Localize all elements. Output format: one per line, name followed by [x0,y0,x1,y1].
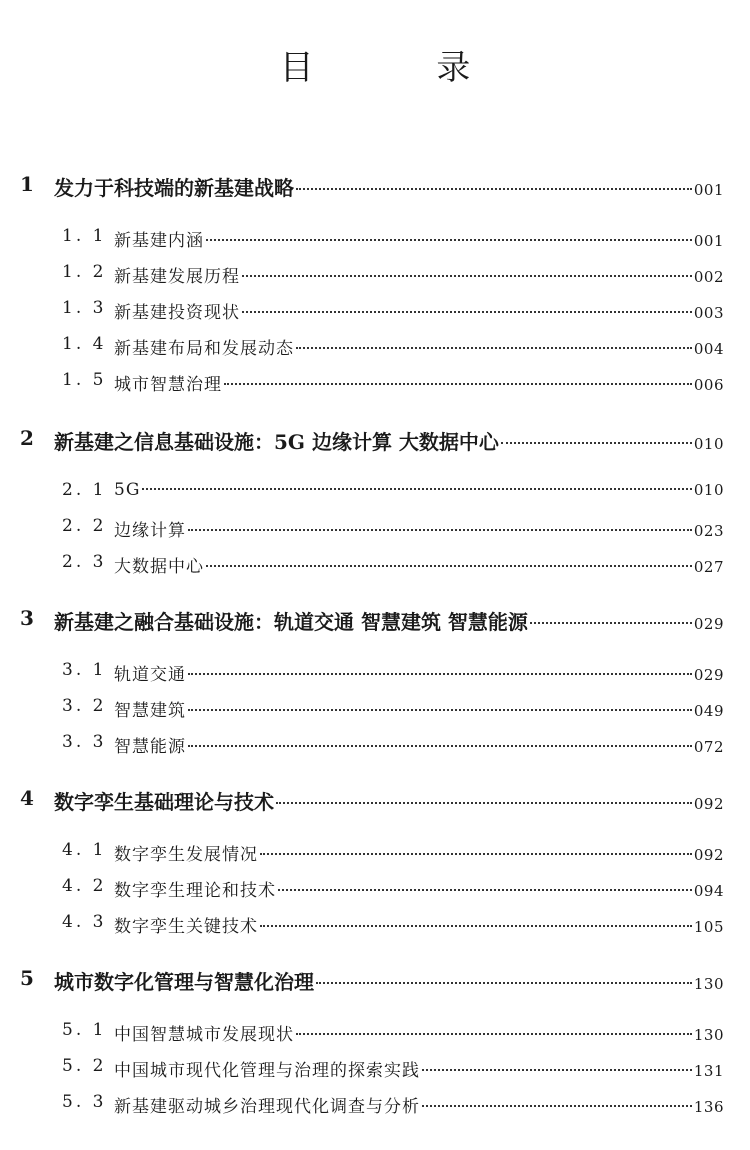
toc-chapter-2[interactable] [0,426,750,455]
page-number: 023 [693,522,724,540]
chapter-title: 新基建之融合基础设施：轨道交通 智慧建筑 智慧能源 [54,610,528,634]
section-number: 1. 2 [62,262,107,282]
toc-section-1-4[interactable] [0,334,750,359]
page-number: 072 [693,738,724,756]
toc-section-3-3[interactable] [0,732,750,757]
page-number: 001 [693,181,724,199]
page-number: 049 [693,702,724,720]
page-number: 136 [693,1098,724,1116]
section-number: 2. 1 [62,480,107,500]
page-number: 130 [693,975,724,993]
chapter-number: 3 [20,606,34,630]
dot-leader [276,802,692,804]
section-number: 2. 3 [62,552,107,572]
section-title: 中国智慧城市发展现状 [114,1025,294,1045]
toc-section-2-1[interactable] [0,480,750,500]
dot-leader [188,673,692,675]
toc-chapter-5[interactable] [0,966,750,995]
section-title: 智慧建筑 [114,701,186,721]
toc-section-5-3[interactable] [0,1092,750,1117]
section-number: 4. 3 [62,912,107,932]
section-title: 中国城市现代化管理与治理的探索实践 [114,1061,420,1081]
page-number: 105 [693,918,724,936]
section-title: 数字孪生理论和技术 [114,881,276,901]
page-number: 029 [693,666,724,684]
dot-leader [296,1033,692,1035]
dot-leader [242,311,692,313]
section-number: 5. 1 [62,1020,107,1040]
page-number: 001 [693,232,724,250]
chapter-number: 4 [20,786,34,810]
section-title: 智慧能源 [114,737,186,757]
dot-leader [188,709,692,711]
chapter-number: 5 [20,966,34,990]
section-number: 4. 2 [62,876,107,896]
dot-leader [206,239,692,241]
chapter-title: 新基建之信息基础设施：5G 边缘计算 大数据中心 [54,430,499,454]
toc-section-1-1[interactable] [0,226,750,251]
toc-section-5-2[interactable] [0,1056,750,1081]
section-title: 新基建内涵 [114,231,204,251]
toc-section-1-2[interactable] [0,262,750,287]
chapter-title: 发力于科技端的新基建战略 [54,176,294,200]
dot-leader [188,745,692,747]
dot-leader [188,529,692,531]
dot-leader [260,853,692,855]
toc-section-1-3[interactable] [0,298,750,323]
section-number: 3. 2 [62,696,107,716]
page-number: 006 [693,376,724,394]
toc-chapter-1[interactable] [0,172,750,201]
section-number: 1. 3 [62,298,107,318]
section-number: 3. 1 [62,660,107,680]
section-title: 新基建发展历程 [114,267,240,287]
page-number: 027 [693,558,724,576]
dot-leader [260,925,692,927]
toc-section-1-5[interactable] [0,370,750,395]
toc-section-5-1[interactable] [0,1020,750,1045]
section-title: 边缘计算 [114,521,186,541]
section-number: 2. 2 [62,516,107,536]
chapter-title: 数字孪生基础理论与技术 [54,790,274,814]
section-number: 1. 1 [62,226,107,246]
dot-leader [296,347,692,349]
dot-leader [296,188,692,190]
dot-leader [530,622,692,624]
page-number: 010 [693,435,724,453]
dot-leader [422,1069,692,1071]
section-number: 5. 3 [62,1092,107,1112]
section-title: 城市智慧治理 [114,375,222,395]
dot-leader [278,889,692,891]
page-number: 029 [693,615,724,633]
section-title: 数字孪生发展情况 [114,845,258,865]
section-title: 轨道交通 [114,665,186,685]
dot-leader [142,488,691,490]
section-title: 5G [114,480,141,500]
page-number: 003 [693,304,724,322]
chapter-title: 城市数字化管理与智慧化治理 [54,970,314,994]
section-title: 新基建投资现状 [114,303,240,323]
page-number: 131 [693,1062,724,1080]
section-title: 大数据中心 [114,557,204,577]
section-number: 5. 2 [62,1056,107,1076]
section-title: 新基建驱动城乡治理现代化调查与分析 [114,1097,420,1117]
section-number: 3. 3 [62,732,107,752]
page-number: 092 [693,846,724,864]
toc-section-4-1[interactable] [0,840,750,865]
section-title: 数字孪生关键技术 [114,917,258,937]
chapter-number: 2 [20,426,34,450]
page-number: 094 [693,882,724,900]
page-number: 010 [693,481,724,499]
toc-chapter-4[interactable] [0,786,750,815]
section-number: 4. 1 [62,840,107,860]
section-number: 1. 4 [62,334,107,354]
page-number: 130 [693,1026,724,1044]
toc-section-3-2[interactable] [0,696,750,721]
page-number: 002 [693,268,724,286]
section-title: 新基建布局和发展动态 [114,339,294,359]
dot-leader [224,383,692,385]
dot-leader [316,982,692,984]
toc-section-3-1[interactable] [0,660,750,685]
page-number: 092 [693,795,724,813]
toc-section-2-2[interactable] [0,516,750,541]
dot-leader [242,275,692,277]
dot-leader [206,565,692,567]
toc-section-2-3[interactable] [0,552,750,577]
page-number: 004 [693,340,724,358]
toc-section-4-3[interactable] [0,912,750,937]
toc-chapter-3[interactable] [0,606,750,635]
section-number: 1. 5 [62,370,107,390]
page-title: 目 录 [279,48,527,88]
toc-section-4-2[interactable] [0,876,750,901]
dot-leader [422,1105,692,1107]
chapter-number: 1 [20,172,34,196]
dot-leader [501,442,692,444]
